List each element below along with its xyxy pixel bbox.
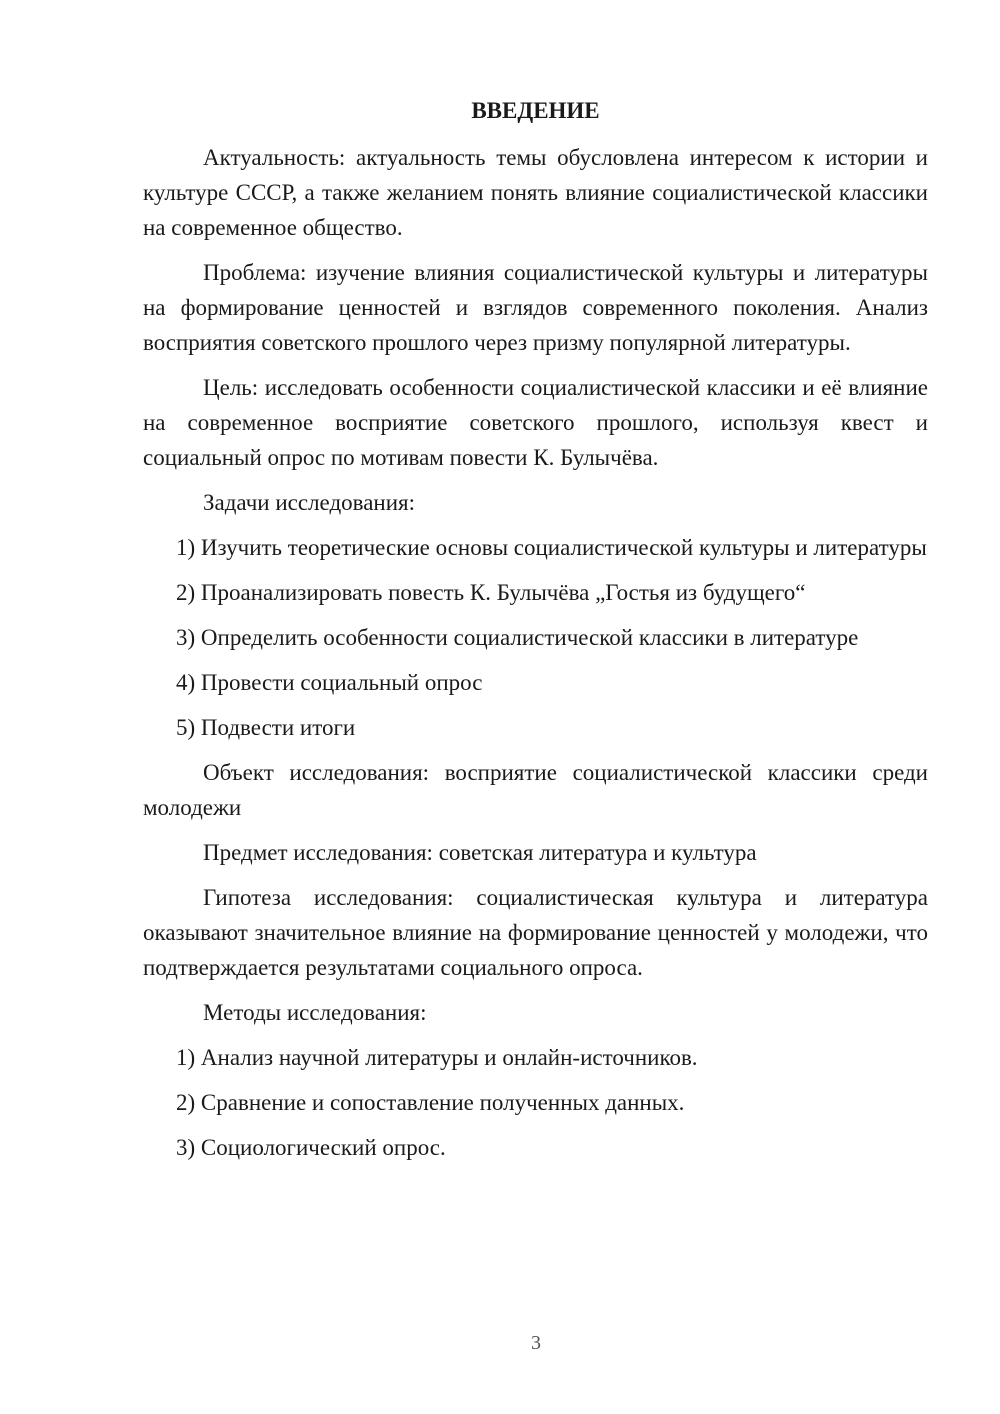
task-item-5: 5) Подвести итоги [176, 715, 356, 740]
task-item-1: 1) Изучить теоретические основы социалистической культуры и литературы [176, 535, 927, 560]
hypothesis-paragraph: Гипотеза исследования: социалистическая культура и литература оказывают значительное влияние на формирование ценностей у молодежи, что подтверждается результатами социального опроса. [143, 885, 928, 980]
task-item-3: 3) Определить особенности социалистической классики в литературе [176, 625, 859, 650]
page-number: 3 [531, 1332, 541, 1354]
object-paragraph: Объект исследования: восприятие социалистической классики среди молодежи [143, 760, 928, 820]
task-item-2: 2) Проанализировать повесть К. Булычёва „Гостья из будущего“ [176, 580, 806, 605]
method-item-3: 3) Социологический опрос. [176, 1135, 446, 1160]
goal-paragraph: Цель: исследовать особенности социалистической классики и её влияние на современное восприятие советского прошлого, используя квест и социальный опрос по мотивам повести К. Булычёва. [143, 375, 928, 470]
method-item-2: 2) Сравнение и сопоставление полученных данных. [176, 1090, 685, 1115]
method-item-1: 1) Анализ научной литературы и онлайн-источников. [176, 1045, 698, 1070]
task-item-4: 4) Провести социальный опрос [176, 670, 483, 695]
problem-paragraph: Проблема: изучение влияния социалистической культуры и литературы на формирование ценностей и взглядов современного поколения. Анализ восприятия советского прошлого через призму популярной литературы. [143, 260, 928, 355]
methods-heading: Методы исследования: [203, 1000, 427, 1025]
relevance-paragraph: Актуальность: актуальность темы обусловлена интересом к истории и культуре СССР, а также желанием понять влияние социалистической классики на современное общество. [143, 145, 928, 240]
subject-paragraph: Предмет исследования: советская литература и культура [203, 840, 757, 865]
tasks-heading: Задачи исследования: [203, 490, 416, 515]
document-page [143, 96, 928, 1175]
section-title: ВВЕДЕНИЕ [471, 98, 600, 123]
